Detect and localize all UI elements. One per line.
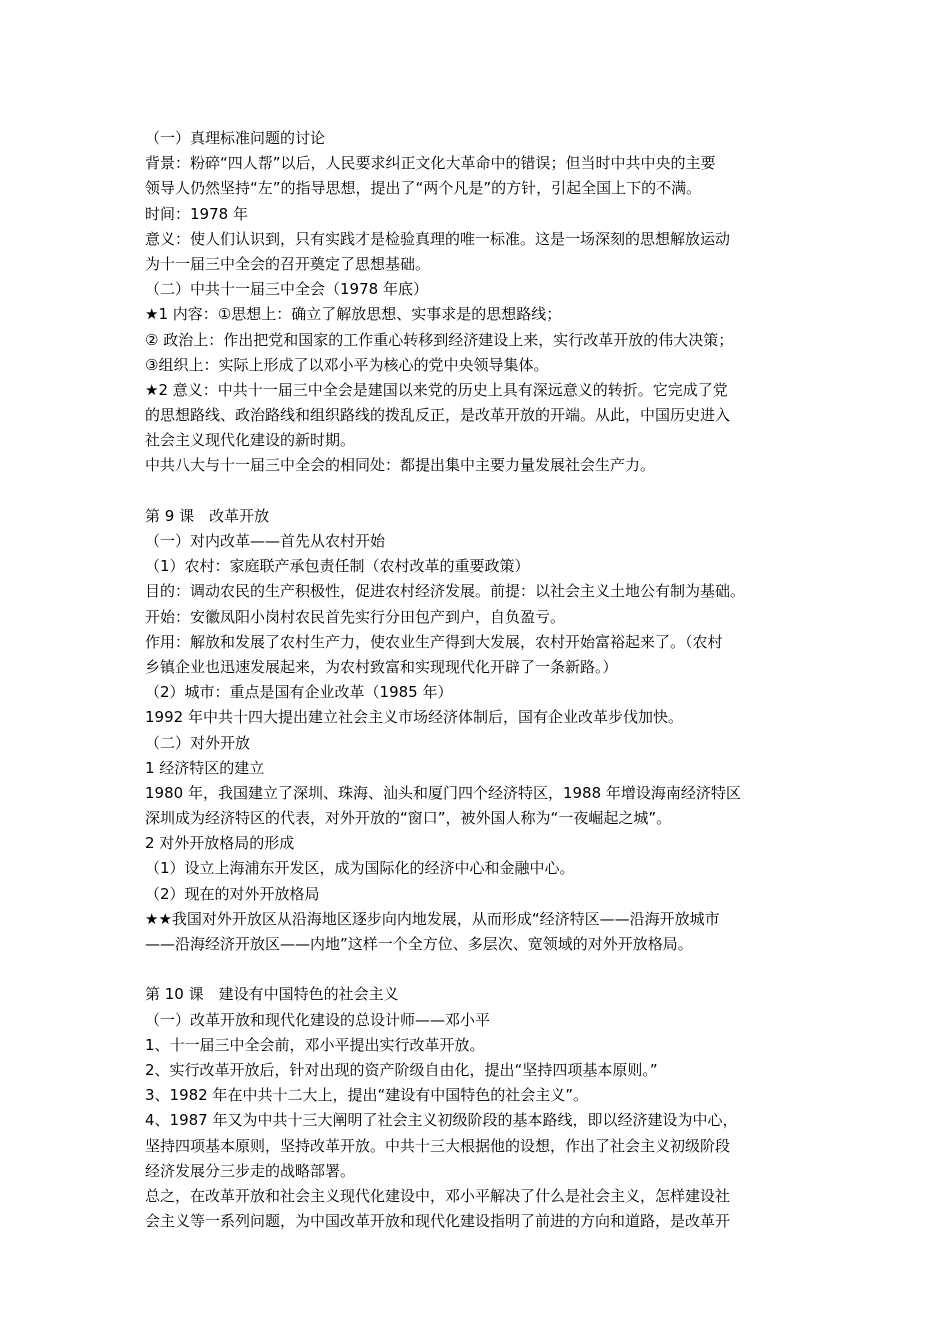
blank-line: [145, 957, 815, 982]
text-line: 1 经济特区的建立: [145, 758, 265, 777]
document-page: [145, 126, 815, 1234]
text-line: 开始：安徽凤阳小岗村农民首先实行分田包产到户，自负盈亏。: [145, 607, 566, 626]
text-line: 中共八大与十一届三中全会的相同处：都提出集中主要力量发展社会生产力。: [145, 456, 656, 475]
text-line: ③组织上：实际上形成了以邓小平为核心的党中央领导集体。: [145, 355, 549, 374]
text-line: 2、实行改革开放后，针对出现的资产阶级自由化，提出“坚持四项基本原则。”: [145, 1060, 658, 1079]
text-line: 3、1982 年在中共十二大上，提出“建设有中国特色的社会主义”。: [145, 1086, 589, 1105]
text-line: （一）真理标准问题的讨论: [145, 129, 326, 147]
text-line: 4、1987 年又为中共十三大阐明了社会主义初级阶段的基本路线，即以经济建设为中心，: [145, 1111, 738, 1130]
text-line: 时间：1978 年: [145, 204, 248, 223]
text-line: ★1 内容：①思想上：确立了解放思想、实事求是的思想路线；: [145, 305, 562, 324]
text-line: ★★我国对外开放区从沿海地区逐步向内地发展，从而形成“经济特区——沿海开放城市: [145, 909, 720, 928]
text-line: 领导人仍然坚持“左”的指导思想，提出了“两个凡是”的方针，引起全国上下的不满。: [145, 179, 702, 198]
text-line: 1992 年中共十四大提出建立社会主义市场经济体制后，国有企业改革步伐加快。: [145, 708, 683, 727]
text-line: ★2 意义：中共十一届三中全会是建国以来党的历史上具有深远意义的转折。它完成了党: [145, 380, 728, 399]
text-line: 总之，在改革开放和社会主义现代化建设中，邓小平解决了什么是社会主义，怎样建设社: [145, 1186, 731, 1205]
text-line: 乡镇企业也迅速发展起来，为农村致富和实现现代化开辟了一条新路。）: [145, 657, 618, 676]
section-heading: 第 9 课 改革开放: [145, 506, 270, 525]
text-line: （二）中共十一届三中全会（1978 年底）: [145, 280, 428, 299]
text-line: （一）对内改革——首先从农村开始: [145, 532, 386, 550]
text-line: 坚持四项基本原则，坚持改革开放。中共十三大根据他的设想，作出了社会主义初级阶段: [145, 1136, 731, 1155]
text-line: （2）现在的对外开放格局: [145, 884, 320, 903]
text-line: ——沿海经济开放区——内地”这样一个全方位、多层次、宽领域的对外开放格局。: [145, 935, 693, 953]
text-line: 深圳成为经济特区的代表，对外开放的“窗口”，被外国人称为“一夜崛起之城”。: [145, 809, 672, 828]
text-line: ② 政治上：作出把党和国家的工作重心转移到经济建设上来，实行改革开放的伟大决策；: [145, 330, 734, 349]
text-line: （1）农村：家庭联产承包责任制（农村改革的重要政策）: [145, 557, 530, 576]
text-line: 社会主义现代化建设的新时期。: [145, 431, 356, 450]
text-line: （一）改革开放和现代化建设的总设计师——邓小平: [145, 1010, 491, 1029]
section-heading: 第 10 课 建设有中国特色的社会主义: [145, 985, 399, 1004]
text-line: 2 对外开放格局的形成: [145, 834, 295, 853]
text-line: 1980 年，我国建立了深圳、珠海、汕头和厦门四个经济特区，1988 年增设海南经济特区: [145, 783, 741, 802]
text-line: 背景：粉碎“四人帮”以后，人民要求纠正文化大革命中的错误；但当时中共中央的主要: [145, 154, 716, 173]
text-line: 作用：解放和发展了农村生产力，使农业生产得到大发展，农村开始富裕起来了。（农村: [145, 632, 723, 651]
text-line: （2）城市：重点是国有企业改革（1985 年）: [145, 683, 453, 702]
text-line: 经济发展分三步走的战略部署。: [145, 1161, 356, 1180]
text-line: 会主义等一系列问题，为中国改革开放和现代化建设指明了前进的方向和道路，是改革开: [145, 1212, 731, 1231]
text-line: 的思想路线、政治路线和组织路线的拨乱反正，是改革开放的开端。从此，中国历史进入: [145, 406, 731, 425]
text-line: （二）对外开放: [145, 733, 251, 752]
text-line: 1、十一届三中全会前，邓小平提出实行改革开放。: [145, 1035, 485, 1054]
text-line: 意义：使人们认识到，只有实践才是检验真理的唯一标准。这是一场深刻的思想解放运动: [145, 229, 731, 248]
text-line: 目的：调动农民的生产积极性，促进农村经济发展。前提：以社会主义土地公有制为基础。: [145, 582, 746, 601]
text-line: 为十一届三中全会的召开奠定了思想基础。: [145, 254, 431, 273]
blank-line: [145, 479, 815, 504]
text-line: （1）设立上海浦东开发区，成为国际化的经济中心和金融中心。: [145, 859, 575, 878]
